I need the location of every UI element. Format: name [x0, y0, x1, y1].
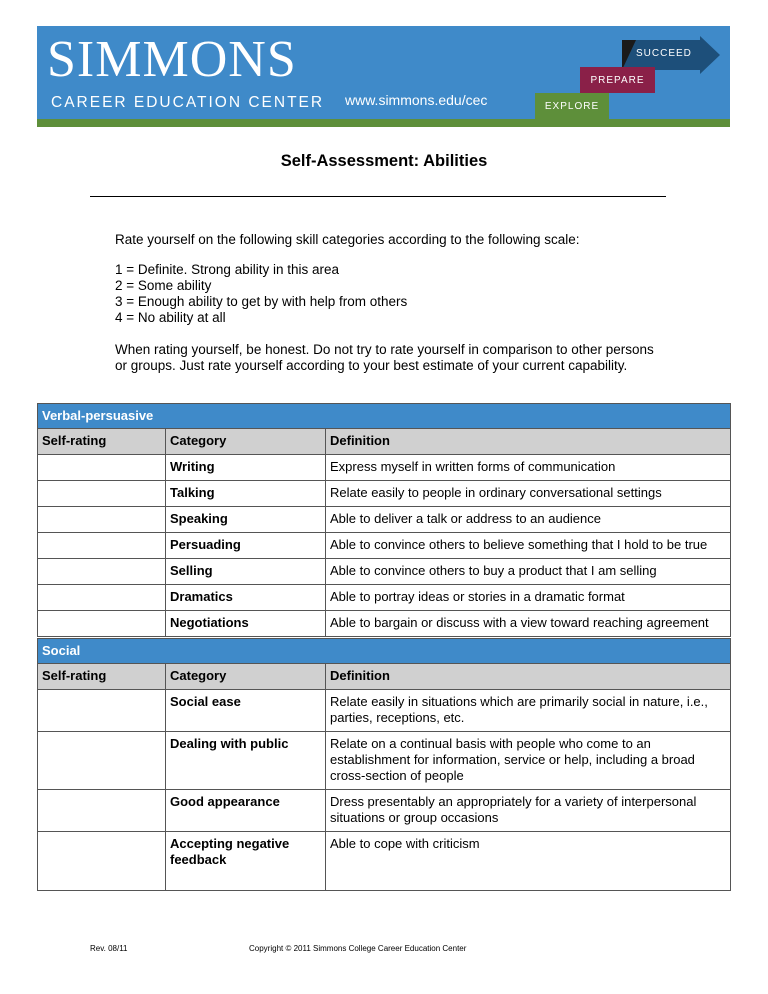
definition-cell: Able to deliver a talk or address to an audience — [326, 507, 731, 533]
definition-cell: Relate on a continual basis with people who come to an establishment for information, service or help, including a broad cross-section of people — [326, 732, 731, 790]
category-cell: Persuading — [166, 533, 326, 559]
header-definition: Definition — [326, 429, 731, 455]
intro-note-line2: or groups. Just rate yourself according to your best estimate of your current capability. — [115, 358, 628, 373]
intro-instruction: Rate yourself on the following skill categories according to the following scale: — [115, 232, 580, 247]
table-row — [38, 507, 731, 533]
definition-cell: Relate easily to people in ordinary conversational settings — [326, 481, 731, 507]
table-row — [38, 455, 731, 481]
self-rating-cell[interactable] — [38, 732, 166, 790]
self-rating-cell[interactable] — [38, 481, 166, 507]
scale-item-3: 3 = Enough ability to get by with help from others — [115, 294, 408, 309]
category-cell: Selling — [166, 559, 326, 585]
social-table — [37, 638, 731, 891]
category-cell: Talking — [166, 481, 326, 507]
definition-cell: Dress presentably an appropriately for a variety of interpersonal situations or group occasions — [326, 790, 731, 832]
intro-note-line1: When rating yourself, be honest. Do not try to rate yourself in comparison to other persons — [115, 342, 654, 357]
self-rating-cell[interactable] — [38, 690, 166, 732]
definition-cell: Able to convince others to buy a product that I am selling — [326, 559, 731, 585]
self-rating-cell[interactable] — [38, 455, 166, 481]
definition-cell: Able to bargain or discuss with a view toward reaching agreement — [326, 611, 731, 637]
definition-cell: Express myself in written forms of communication — [326, 455, 731, 481]
section-header-row — [38, 404, 731, 429]
definition-cell: Relate easily in situations which are primarily social in nature, i.e., parties, receptions, etc. — [326, 690, 731, 732]
table-row — [38, 690, 731, 732]
self-rating-cell[interactable] — [38, 611, 166, 637]
table-row — [38, 732, 731, 790]
table-row — [38, 481, 731, 507]
header-self-rating: Self-rating — [38, 429, 166, 455]
brand-logo: SIMMONS — [47, 31, 297, 88]
banner-stripe — [37, 119, 730, 127]
table-row — [38, 585, 731, 611]
scale-item-2: 2 = Some ability — [115, 278, 212, 293]
self-rating-cell[interactable] — [38, 832, 166, 891]
website-url[interactable]: www.simmons.edu/cec — [345, 92, 488, 108]
step-explore: EXPLORE — [535, 93, 609, 119]
page-title: Self-Assessment: Abilities — [280, 152, 488, 170]
column-header-row — [38, 664, 731, 690]
copyright-notice: Copyright © 2011 Simmons College Career Education Center — [249, 944, 467, 953]
table-row — [38, 611, 731, 637]
self-rating-cell[interactable] — [38, 533, 166, 559]
category-cell: Accepting negative feedback — [166, 832, 326, 891]
self-rating-cell[interactable] — [38, 585, 166, 611]
scale-item-4: 4 = No ability at all — [115, 310, 226, 325]
definition-cell: Able to convince others to believe something that I hold to be true — [326, 533, 731, 559]
brand-subtitle: CAREER EDUCATION CENTER — [51, 94, 325, 111]
title-divider — [90, 196, 666, 197]
self-rating-cell[interactable] — [38, 790, 166, 832]
table-row — [38, 790, 731, 832]
category-cell: Good appearance — [166, 790, 326, 832]
scale-item-1: 1 = Definite. Strong ability in this area — [115, 262, 339, 277]
definition-cell: Able to portray ideas or stories in a dramatic format — [326, 585, 731, 611]
step-succeed: SUCCEED — [636, 48, 692, 59]
section-header-row — [38, 639, 731, 664]
table-row — [38, 559, 731, 585]
self-rating-cell[interactable] — [38, 559, 166, 585]
category-cell: Dealing with public — [166, 732, 326, 790]
category-cell: Speaking — [166, 507, 326, 533]
step-prepare: PREPARE — [580, 67, 655, 93]
section-title: Social — [38, 639, 731, 664]
revision-date: Rev. 08/11 — [90, 944, 128, 953]
section-title: Verbal-persuasive — [38, 404, 731, 429]
column-header-row — [38, 429, 731, 455]
verbal-persuasive-table — [37, 403, 731, 637]
header-self-rating: Self-rating — [38, 664, 166, 690]
header-definition: Definition — [326, 664, 731, 690]
self-rating-cell[interactable] — [38, 507, 166, 533]
table-row — [38, 832, 731, 891]
category-cell: Negotiations — [166, 611, 326, 637]
header-category: Category — [166, 664, 326, 690]
category-cell: Dramatics — [166, 585, 326, 611]
header-category: Category — [166, 429, 326, 455]
category-cell: Social ease — [166, 690, 326, 732]
category-cell: Writing — [166, 455, 326, 481]
table-row — [38, 533, 731, 559]
definition-cell: Able to cope with criticism — [326, 832, 731, 891]
